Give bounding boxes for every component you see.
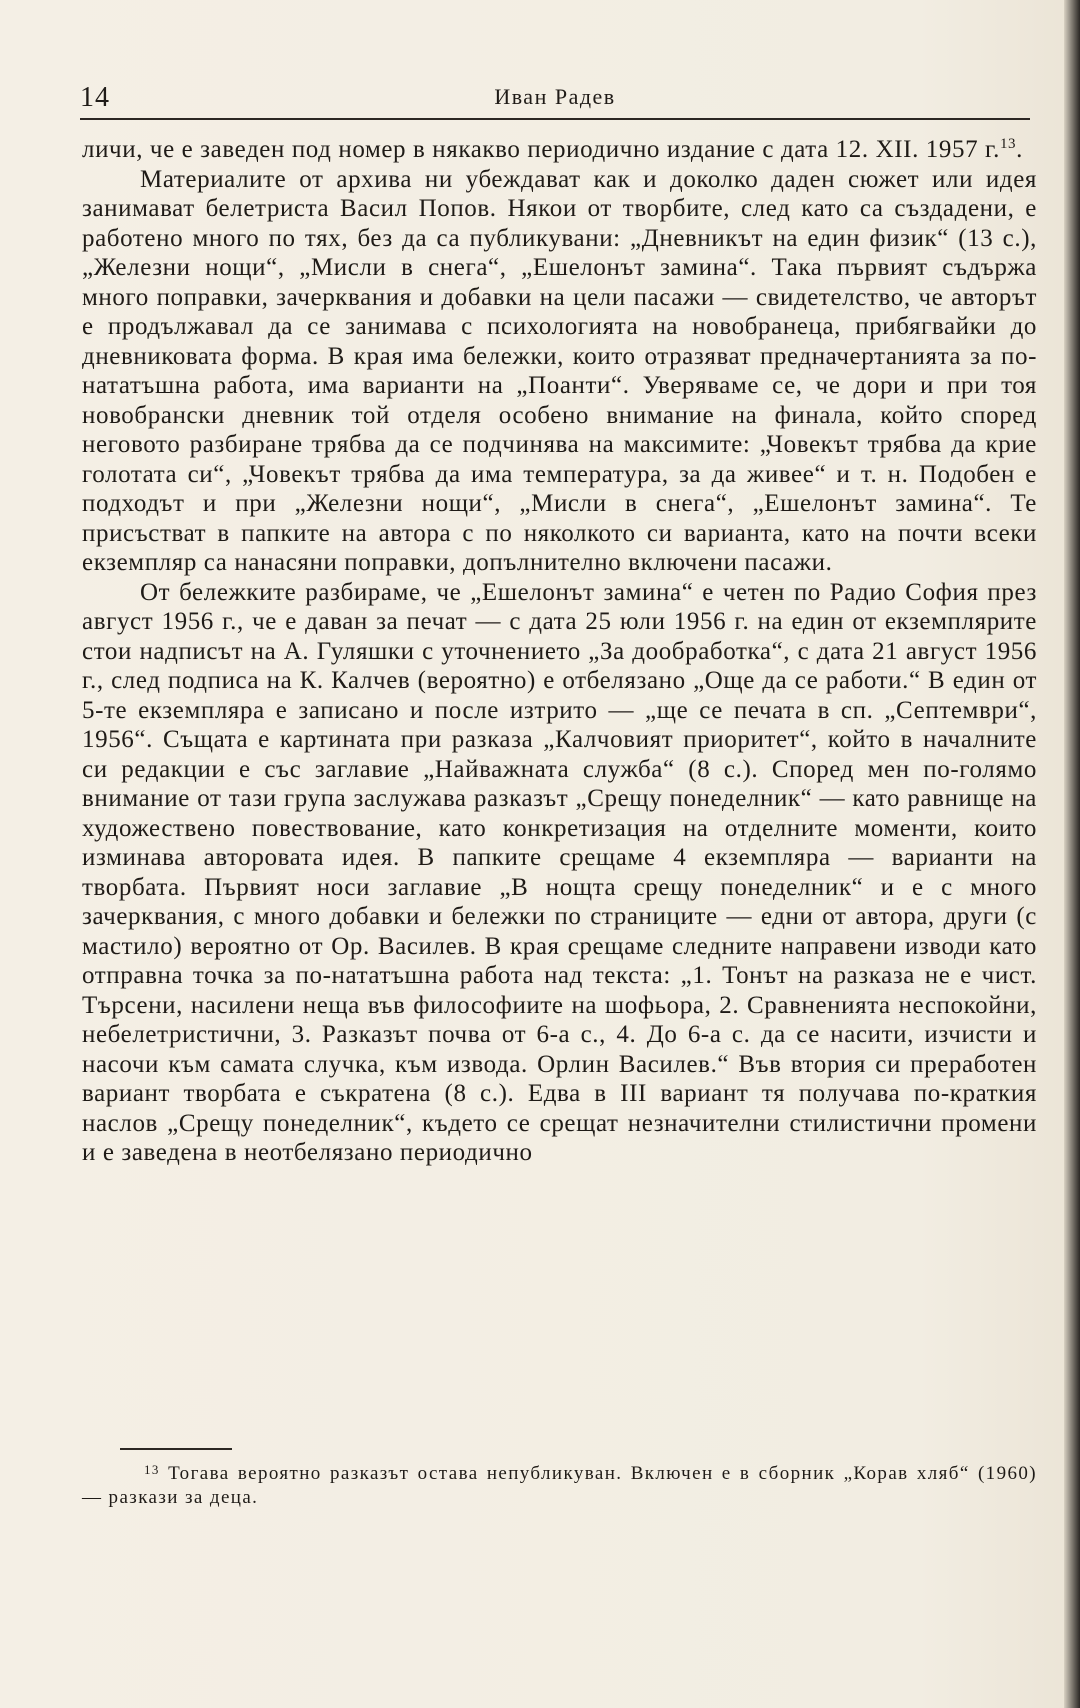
footnote-text: Тогава вероятно разказът остава непубликуван. Включен е в сборник „Корав хляб“ (1960) — разкази за деца. (82, 1463, 1037, 1508)
footnote-marker: 13 (144, 1462, 160, 1477)
header-rule (80, 118, 1030, 120)
page-edge-shadow (1064, 0, 1080, 1708)
paragraph-3: От бележките разбираме, че „Ешелонът замина“ е четен по Радио София през август 1956 г., че е даван за печат — с дата 25 юли 1956 г. на един от екземплярите стои надписът на А. Гуляшки с уточнението „За дообработка“, с дата 21 август 1956 г., след подписа на К. Калчев (вероятно) е отбелязано „Още да се работи.“ В един от 5-те екземпляра е записано и после изтрито — „ще се печата в сп. „Септември“, 1956“. Същата е картината при разказа „Калчовият приоритет“, който в началните си редакции е със заглавие „Найважната служба“ (8 с.). Според мен по-голямо внимание от тази група заслужава разказът „Срещу понеделник“ — като равнище на художествено повествование, като конкретизация на отделните моменти, които изминава авторовата идея. В папките срещаме 4 екземпляра — варианти на творбата. Първият носи заглавие „В нощта срещу понеделник“ и е с много зачерквания, с много добавки и бележки по страниците — едни от автора, други (с мастило) вероятно от Ор. Василев. В края срещаме следните направени изводи като отправна точка за по-нататъшна работа над текста: „1. Тонът на разказа не е чист. Търсени, насилени неща във философиите на шофьора, 2. Сравненията неспокойни, небелетристични, 3. Разказът почва от 6-а с., 4. До 6-а с. да се насити, изчисти и насочи към самата случка, към извода. Орлин Василев.“ Във втория си преработен вариант творбата е съкратена (8 с.). Едва в III вариант тя получава по-краткия наслов „Срещу понеделник“, където се срещат незначителни стилистични промени и е заведена в неотбелязано периодично (82, 578, 1037, 1166)
running-head: Иван Радев (494, 84, 616, 109)
page-number: 14 (80, 82, 110, 113)
paragraph-1-end: . (1016, 136, 1023, 163)
footnote-reference: 13 (999, 136, 1017, 152)
page-header (80, 82, 1030, 118)
paragraph-1-text: личи, че е заведен под номер в някакво периодично издание с дата 12. XII. 1957 г. (82, 136, 1000, 163)
footnote (82, 1462, 1037, 1510)
body-text (82, 135, 1037, 1168)
paragraph-2: Материалите от архива ни убеждават как и доколко даден сюжет или идея занимават белетриста Васил Попов. Някои от творбите, след като са създадени, е работено много по тях, без да са публикувани: „Дневникът на един физик“ (13 с.), „Железни нощи“, „Мисли в снега“, „Ешелонът замина“. Така първият съдържа много поправки, зачерквания и добавки на цели пасажи — свидетелство, че авторът е продължавал да се занимава с психологията на новобранеца, прибягвайки до дневниковата форма. В края има бележки, които отразяват предначертанията за по-нататъшна работа, има варианти на „Поанти“. Уверяваме се, че дори и при тоя новобрански дневник той отделя особено внимание на финала, който според неговото разбиране трябва да се подчинява на максимите: „Човекът трябва да крие голотата си“, „Човекът трябва да има температура, за да живее“ и т. н. Подобен е подходът и при „Железни нощи“, „Мисли в снега“, „Ешелонът замина“. Те присъстват в папките на автора с по няколкото си варианта, като на почти всеки екземпляр са нанасяни поправки, допълнително включени пасажи. (82, 165, 1037, 576)
paragraph-1 (82, 135, 1037, 165)
footnote-rule (120, 1448, 232, 1450)
